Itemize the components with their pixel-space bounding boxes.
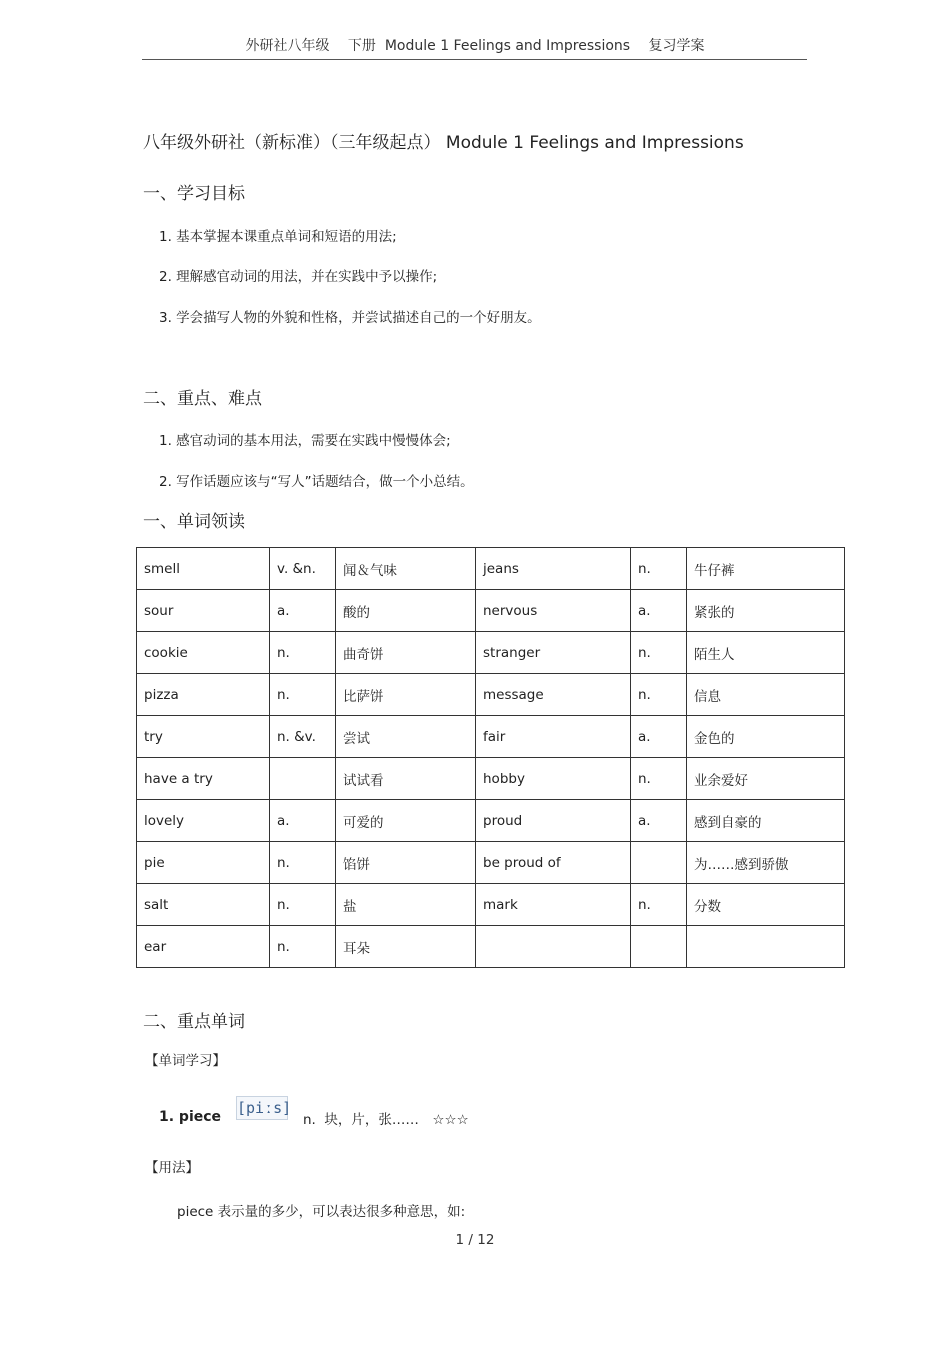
usage-label: 【用法】 <box>145 1160 199 1176</box>
table-cell <box>687 926 845 968</box>
table-cell: 牛仔裤 <box>687 548 845 590</box>
section-heading-objectives: 一、学习目标 <box>143 184 245 204</box>
table-cell: lovely <box>137 800 270 842</box>
table-cell: try <box>137 716 270 758</box>
table-cell: 闻＆气味 <box>336 548 476 590</box>
table-cell: smell <box>137 548 270 590</box>
table-cell: n. <box>270 842 336 884</box>
table-cell: n. <box>631 674 687 716</box>
table-cell: 尝试 <box>336 716 476 758</box>
table-row <box>137 884 845 926</box>
table-cell: 盐 <box>336 884 476 926</box>
table-cell: 曲奇饼 <box>336 632 476 674</box>
table-cell: 感到自豪的 <box>687 800 845 842</box>
table-cell: a. <box>631 590 687 632</box>
table-cell: sour <box>137 590 270 632</box>
table-cell: a. <box>270 590 336 632</box>
table-cell: 分数 <box>687 884 845 926</box>
table-cell: salt <box>137 884 270 926</box>
table-cell: pie <box>137 842 270 884</box>
table-cell: 为……感到骄傲 <box>687 842 845 884</box>
vocabulary-table <box>136 547 845 968</box>
usage-text: piece 表示量的多少，可以表达很多种意思，如: <box>177 1204 466 1220</box>
vocabulary-table-body <box>137 548 845 968</box>
phonetic-image: [piːs] <box>236 1096 288 1120</box>
table-cell: 耳朵 <box>336 926 476 968</box>
table-cell: n. <box>270 674 336 716</box>
objective-item: 1. 基本掌握本课重点单词和短语的用法; <box>159 229 397 245</box>
table-cell: 信息 <box>687 674 845 716</box>
table-cell: mark <box>476 884 631 926</box>
table-cell: 业余爱好 <box>687 758 845 800</box>
table-cell: n. <box>270 926 336 968</box>
key-point-item: 2. 写作话题应该与“写人”话题结合，做一个小总结。 <box>159 474 474 490</box>
table-cell: ear <box>137 926 270 968</box>
page-number: 1 / 12 <box>455 1232 495 1248</box>
table-cell: n. <box>631 632 687 674</box>
table-cell: have a try <box>137 758 270 800</box>
table-cell <box>476 926 631 968</box>
table-cell: a. <box>270 800 336 842</box>
section-heading-vocab-reading: 一、单词领读 <box>143 512 245 532</box>
objective-item: 3. 学会描写人物的外貌和性格，并尝试描述自己的一个好朋友。 <box>159 310 541 326</box>
table-cell <box>270 758 336 800</box>
table-row <box>137 632 845 674</box>
table-cell: hobby <box>476 758 631 800</box>
table-cell: n. <box>631 758 687 800</box>
table-cell: 比萨饼 <box>336 674 476 716</box>
table-cell: jeans <box>476 548 631 590</box>
table-cell: cookie <box>137 632 270 674</box>
header-divider <box>142 59 807 60</box>
table-cell: 馅饼 <box>336 842 476 884</box>
section-heading-key-points: 二、重点、难点 <box>143 389 262 409</box>
table-row <box>137 800 845 842</box>
page-header: 外研社八年级 下册 Module 1 Feelings and Impressions 复习学案 <box>245 38 705 54</box>
table-cell: 陌生人 <box>687 632 845 674</box>
table-row <box>137 758 845 800</box>
table-cell: n. <box>631 884 687 926</box>
table-row <box>137 548 845 590</box>
table-cell: 酸的 <box>336 590 476 632</box>
document-title: 八年级外研社（新标准）（三年级起点） Module 1 Feelings and Impressions <box>143 133 744 153</box>
table-cell: n. <box>631 548 687 590</box>
table-cell: stranger <box>476 632 631 674</box>
table-row <box>137 674 845 716</box>
table-cell: a. <box>631 800 687 842</box>
table-cell: 紧张的 <box>687 590 845 632</box>
table-cell: be proud of <box>476 842 631 884</box>
table-cell: a. <box>631 716 687 758</box>
table-cell: proud <box>476 800 631 842</box>
key-point-item: 1. 感官动词的基本用法，需要在实践中慢慢体会; <box>159 433 451 449</box>
table-cell: n. <box>270 884 336 926</box>
table-row <box>137 842 845 884</box>
table-cell: 试试看 <box>336 758 476 800</box>
table-row <box>137 590 845 632</box>
table-cell: nervous <box>476 590 631 632</box>
table-cell: v. &n. <box>270 548 336 590</box>
headword: 1. piece <box>159 1109 222 1125</box>
table-cell: n. <box>270 632 336 674</box>
headword-definition: n. 块，片，张…… ☆☆☆ <box>303 1112 469 1128</box>
table-row <box>137 926 845 968</box>
table-cell: fair <box>476 716 631 758</box>
table-cell: n. &v. <box>270 716 336 758</box>
objective-item: 2. 理解感官动词的用法，并在实践中予以操作; <box>159 269 438 285</box>
table-cell: pizza <box>137 674 270 716</box>
table-row <box>137 716 845 758</box>
table-cell: message <box>476 674 631 716</box>
table-cell: 金色的 <box>687 716 845 758</box>
section-heading-key-words: 二、重点单词 <box>143 1012 245 1032</box>
table-cell <box>631 842 687 884</box>
table-cell: 可爱的 <box>336 800 476 842</box>
table-cell <box>631 926 687 968</box>
word-learning-label: 【单词学习】 <box>145 1053 226 1069</box>
